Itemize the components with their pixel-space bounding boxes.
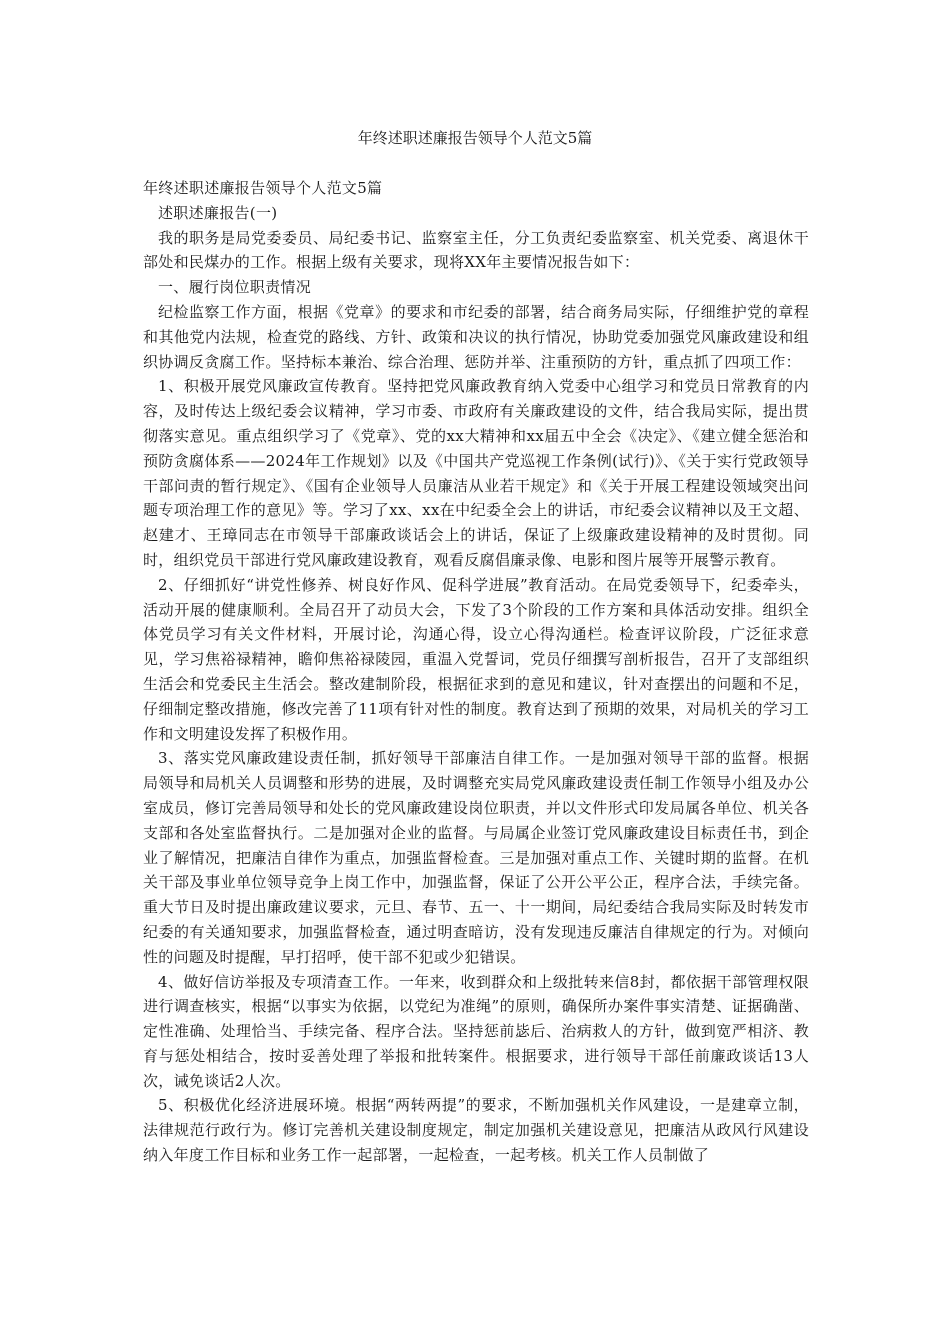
document-subtitle: 年终述职述廉报告领导个人范文5篇 bbox=[143, 179, 383, 197]
paragraph-discipline: 纪检监察工作方面，根据《党章》的要求和市纪委的部署，结合商务局实际，仔细维护党的章程和其他党内法规，检查党的路线、方针、政策和决议的执行情况，协助党委加强党风廉政建设和组织协调反贪腐工作。坚持标本兼治、综合治理、惩防并举、注重预防的方针，重点抓了四项工作： bbox=[143, 302, 809, 371]
document-title: 年终述职述廉报告领导个人范文5篇 bbox=[357, 129, 593, 147]
paragraph-item-4: 4、做好信访举报及专项清查工作。一年来，收到群众和上级批转来信8封，都依据干部管理权限进行调查核实，根据“以事实为依据，以党纪为准绳”的原则，确保所办案件事实清楚、证据确凿、定性准确、处理恰当、手续完备、程序合法。坚持惩前毖后、治病救人的方针，做到宽严相济、教育与惩处相结合，按时妥善处理了举报和批转案件。根据要求，进行领导干部任前廉政谈话13人次，诫免谈话2人次。 bbox=[143, 972, 809, 1090]
paragraph-item-1: 1、积极开展党风廉政宣传教育。坚持把党风廉政教育纳入党委中心组学习和党员日常教育的内容，及时传达上级纪委会议精神，学习市委、市政府有关廉政建设的文件，结合我局实际，提出贯彻落实意见。重点组织学习了《党章》、党的xx大精神和xx届五中全会《决定》、《建立健全惩治和预防贪腐体系——2024年工作规划》以及《中国共产党巡视工作条例(试行)》、《关于实行党政领导干部问责的暂行规定》、《国有企业领导人员廉洁从业若干规定》和《关于开展工程建设领域突出问题专项治理工作的意见》等。学习了xx、xx在中纪委全会上的讲话，市纪委会议精神以及王文超、赵建才、王璋同志在市领导干部廉政谈话会上的讲话，保证了上级廉政建设精神的及时贯彻。同时，组织党员干部进行党风廉政建设教育，观看反腐倡廉录像、电影和图片展等开展警示教育。 bbox=[143, 377, 809, 569]
document-body bbox=[143, 176, 809, 1168]
paragraph-intro: 我的职务是局党委委员、局纪委书记、监察室主任，分工负责纪委监察室、机关党委、离退休干部处和民煤办的工作。根据上级有关要求，现将XX年主要情况报告如下： bbox=[143, 228, 809, 272]
paragraph-item-5: 5、积极优化经济进展环境。根据“两转两提”的要求，不断加强机关作风建设，一是建章立制，法律规范行政行为。修订完善机关建设制度规定，制定加强机关建设意见，把廉洁从政风行风建设纳入年度工作目标和业务工作一起部署，一起检查，一起考核。机关工作人员制做了 bbox=[143, 1096, 809, 1165]
paragraph-item-2: 2、仔细抓好“讲党性修养、树良好作风、促科学进展”教育活动。在局党委领导下，纪委牵头，活动开展的健康顺利。全局召开了动员大会，下发了3个阶段的工作方案和具体活动安排。组织全体党员学习有关文件材料，开展讨论，沟通心得，设立心得沟通栏。检查评议阶段，广泛征求意见，学习焦裕禄精神，瞻仰焦裕禄陵园，重温入党誓词，党员仔细撰写剖析报告，召开了支部组织生活会和党委民主生活会。整改建制阶段，根据征求到的意见和建议，针对查摆出的问题和不足，仔细制定整改措施，修改完善了11项有针对性的制度。教育达到了预期的效果，对局机关的学习工作和文明建设发挥了积极作用。 bbox=[143, 575, 809, 743]
section-heading: 述职述廉报告(一) bbox=[158, 203, 278, 222]
paragraph-item-3: 3、落实党风廉政建设责任制，抓好领导干部廉洁自律工作。一是加强对领导干部的监督。根据局领导和局机关人员调整和形势的进展，及时调整充实局党风廉政建设责任制工作领导小组及办公室成员，修订完善局领导和处长的党风廉政建设岗位职责，并以文件形式印发局属各单位、机关各支部和各处室监督执行。二是加强对企业的监督。与局属企业签订党风廉政建设目标责任书，到企业了解情况，把廉洁自律作为重点，加强监督检查。三是加强对重点工作、关键时期的监督。在机关干部及事业单位领导竞争上岗工作中，加强监督，保证了公开公平公正，程序合法，手续完备。重大节日及时提出廉政建议要求，元旦、春节、五一、十一期间，局纪委结合我局实际及时转发市纪委的有关通知要求，加强监督检查，通过明查暗访，没有发现违反廉洁自律规定的行为。对倾向性的问题及时提醒，早打招呼，使干部不犯或少犯错误。 bbox=[143, 749, 809, 966]
paragraph-heading-duties: 一、履行岗位职责情况 bbox=[158, 278, 312, 297]
